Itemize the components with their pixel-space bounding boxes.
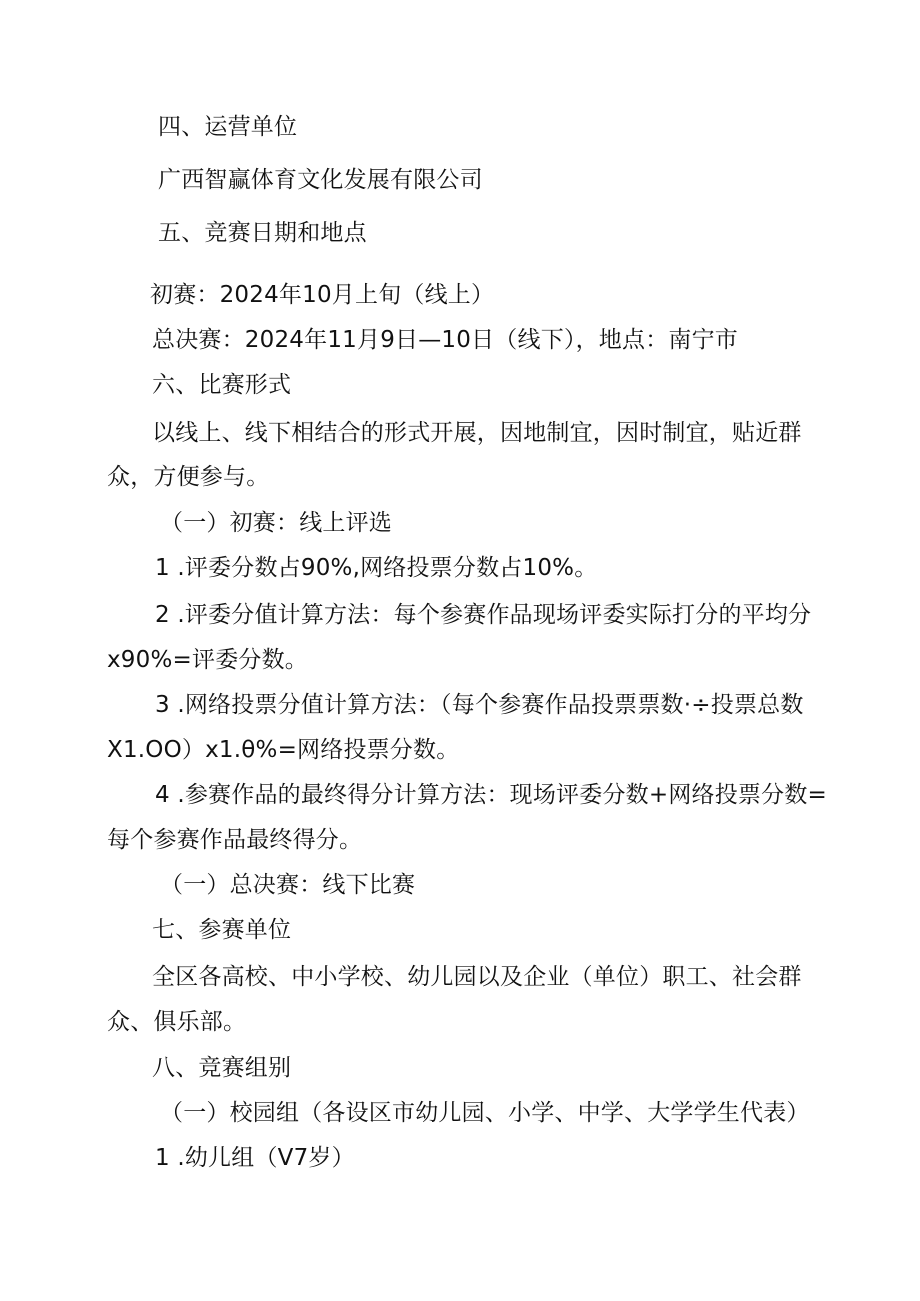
scoring-item-3: 3 .网络投票分值计算方法：（每个参赛作品投票票数·÷投票总数 (155, 692, 804, 718)
scoring-item-1: 1 .评委分数占90%,网络投票分数占10%。 (155, 555, 598, 581)
section-heading-6: 六、比赛形式 (152, 372, 292, 398)
format-description: 以线上、线下相结合的形式开展，因地制宜，因时制宜，贴近群 (152, 420, 802, 446)
subsection-preliminary: （一）初赛：线上评选 (160, 510, 392, 536)
scoring-item-4: 4 .参赛作品的最终得分计算方法：现场评委分数+网络投票分数= (155, 782, 827, 808)
subsection-final: （一）总决赛：线下比赛 (160, 872, 416, 898)
section-heading-4: 四、运营单位 (158, 114, 298, 140)
scoring-item-2-cont: x90%=评委分数。 (107, 647, 309, 673)
group-item-1: 1 .幼儿组（V7岁） (155, 1145, 355, 1171)
participants-description: 全区各高校、中小学校、幼儿园以及企业（单位）职工、社会群 (152, 964, 802, 990)
scoring-item-2: 2 .评委分值计算方法：每个参赛作品现场评委实际打分的平均分 (155, 602, 812, 628)
format-description-cont: 众，方便参与。 (107, 464, 270, 490)
participants-description-cont: 众、俱乐部。 (107, 1009, 247, 1035)
final-date-location: 总决赛：2024年11月9日—10日（线下），地点：南宁市 (152, 327, 738, 353)
section-heading-5: 五、竞赛日期和地点 (158, 220, 367, 246)
preliminary-date: 初赛：2024年10月上旬（线上） (150, 282, 495, 308)
scoring-item-4-cont: 每个参赛作品最终得分。 (107, 827, 363, 853)
scoring-item-3-cont: X1.OO）x1.θ%=网络投票分数。 (107, 737, 460, 763)
subsection-campus-group: （一）校园组（各设区市幼儿园、小学、中学、大学学生代表） (160, 1100, 810, 1126)
operator-name: 广西智赢体育文化发展有限公司 (158, 167, 483, 193)
section-heading-8: 八、竞赛组别 (152, 1055, 292, 1081)
section-heading-7: 七、参赛单位 (152, 917, 292, 943)
